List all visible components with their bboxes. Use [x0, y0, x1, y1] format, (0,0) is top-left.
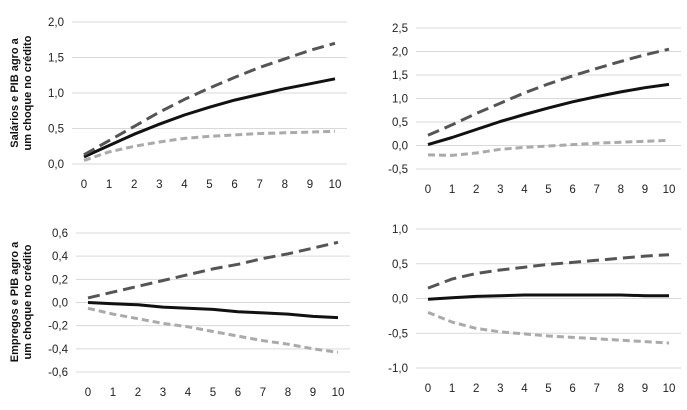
y-tick-label: -0,5 — [388, 328, 408, 341]
x-tick-label: 2 — [130, 179, 138, 191]
x-tick-label: 9 — [309, 387, 317, 399]
x-tick-label: 3 — [497, 184, 504, 196]
x-tick-label: 5 — [206, 179, 213, 191]
x-tick-label: 6 — [569, 383, 576, 395]
y-tick-label: 1,0 — [392, 224, 408, 236]
y-tick-label: -0,4 — [48, 343, 68, 356]
x-tick-label: 6 — [231, 179, 238, 191]
x-tick-label: 3 — [497, 383, 504, 395]
y-tick-label: 1,0 — [392, 93, 408, 106]
y-tick-label: 0,0 — [392, 140, 408, 153]
y-tick-label: -0,6 — [48, 367, 68, 379]
y-tick-label: 0,0 — [392, 293, 408, 306]
x-tick-label: 4 — [181, 179, 188, 191]
x-tick-label: 7 — [593, 184, 600, 196]
y-axis-label: Salários e PIB agro aum choque no crédito — [9, 35, 34, 151]
x-tick-label: 1 — [448, 383, 456, 395]
y-tick-label: 2,0 — [392, 46, 408, 59]
y-tick-label: 2,5 — [392, 23, 408, 35]
y-tick-label: 0,5 — [48, 123, 64, 136]
x-tick-label: 5 — [545, 383, 552, 395]
series-line-dashed-light — [428, 140, 669, 155]
x-tick-label: 10 — [662, 184, 676, 196]
x-tick-label: 3 — [156, 179, 163, 191]
x-tick-label: 1 — [109, 387, 117, 399]
y-tick-label: -0,2 — [48, 320, 68, 333]
chart-panel-3 — [9, 228, 350, 399]
y-tick-label: 1,5 — [48, 52, 64, 65]
x-tick-label: 8 — [617, 383, 625, 395]
x-tick-label: 10 — [331, 387, 345, 399]
x-tick-label: 2 — [134, 387, 142, 399]
x-tick-label: 5 — [545, 184, 552, 196]
series-line-dashed-light — [84, 131, 335, 160]
y-tick-label: 0,6 — [52, 228, 68, 240]
chart-panel-4 — [388, 224, 681, 395]
x-tick-label: 8 — [284, 387, 292, 399]
chart-panel-1 — [9, 17, 347, 191]
x-tick-label: 5 — [209, 387, 217, 399]
y-tick-label: -1,0 — [388, 363, 408, 375]
series-line-solid — [84, 79, 335, 157]
x-tick-label: 7 — [259, 387, 267, 399]
y-tick-label: 0,0 — [52, 297, 68, 310]
x-tick-label: 1 — [105, 179, 113, 191]
x-tick-label: 2 — [472, 383, 480, 395]
y-tick-label: -0,5 — [388, 164, 408, 176]
y-tick-label: 2,0 — [48, 17, 64, 29]
x-tick-label: 7 — [593, 383, 600, 395]
x-tick-label: 8 — [281, 179, 289, 191]
y-tick-label: 0,5 — [392, 258, 408, 271]
series-line-dashed-dark — [428, 255, 669, 288]
x-tick-label: 2 — [472, 184, 480, 196]
x-tick-label: 0 — [84, 387, 92, 399]
chart-panel-2 — [388, 23, 681, 196]
x-tick-label: 0 — [424, 383, 432, 395]
x-tick-label: 9 — [306, 179, 314, 191]
x-tick-label: 1 — [448, 184, 456, 196]
y-tick-label: 0,0 — [48, 159, 64, 171]
series-line-dashed-dark — [88, 242, 338, 298]
x-tick-label: 6 — [569, 184, 576, 196]
y-tick-label: 0,5 — [392, 117, 408, 129]
series-line-dashed-dark — [84, 43, 335, 155]
y-tick-label: 0,2 — [52, 274, 68, 287]
x-tick-label: 4 — [521, 383, 528, 395]
x-tick-label: 6 — [234, 387, 242, 399]
y-tick-label: 1,5 — [392, 70, 408, 82]
series-line-solid — [428, 84, 669, 144]
x-tick-label: 9 — [641, 184, 649, 196]
x-tick-label: 8 — [617, 184, 625, 196]
y-axis-label: Empregos e PIB agro aum choque no crédito — [9, 241, 34, 363]
x-tick-label: 7 — [256, 179, 263, 191]
x-tick-label: 9 — [641, 383, 649, 395]
x-tick-label: 3 — [159, 387, 167, 399]
series-line-dashed-light — [428, 312, 669, 343]
x-tick-label: 10 — [328, 179, 342, 191]
x-tick-label: 0 — [424, 184, 432, 196]
x-tick-label: 0 — [80, 179, 88, 191]
x-tick-label: 4 — [521, 184, 528, 196]
x-tick-label: 4 — [184, 387, 192, 399]
x-tick-label: 10 — [662, 383, 676, 395]
y-tick-label: 0,4 — [52, 251, 68, 264]
y-tick-label: 1,0 — [48, 88, 64, 100]
